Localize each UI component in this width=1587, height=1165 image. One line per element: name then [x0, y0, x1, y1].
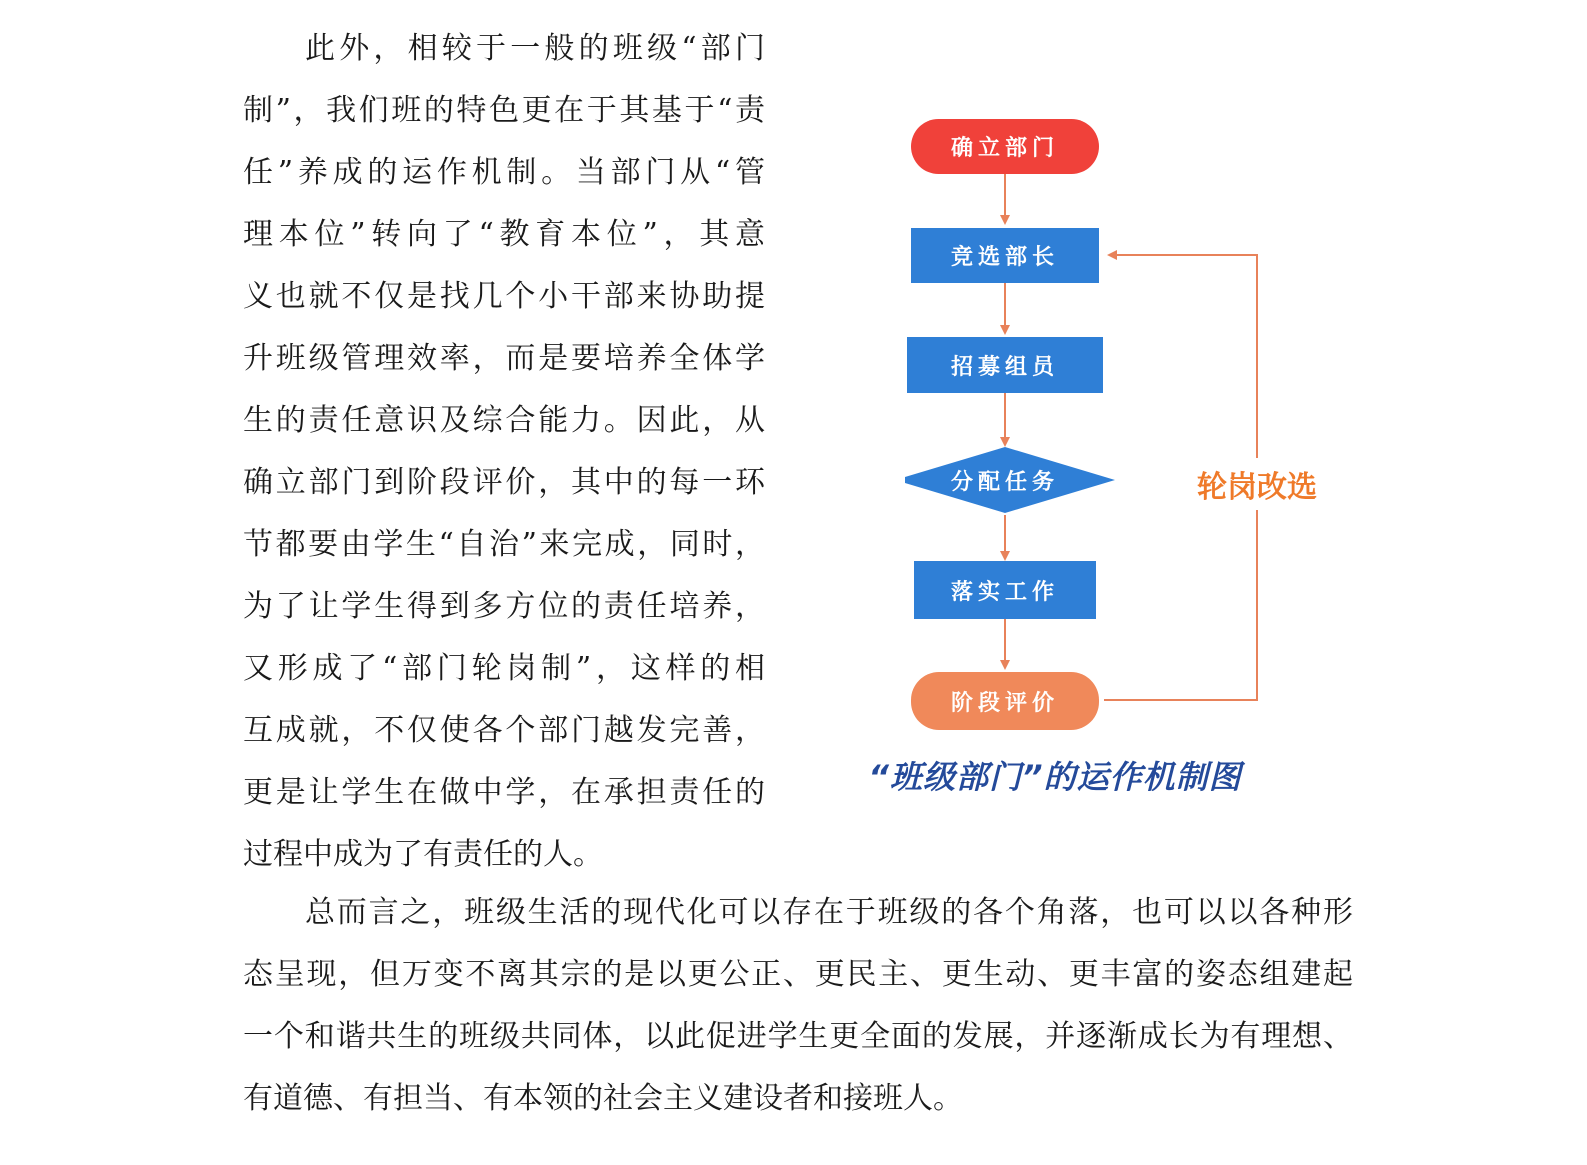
- flowchart: [905, 115, 1375, 735]
- step-implement-work: 落实工作: [914, 561, 1096, 619]
- text-line: 理本位”转向了“教育本位”，其意: [243, 217, 765, 252]
- step-recruit-members: 招募组员: [907, 337, 1103, 393]
- paragraph-2: [243, 882, 1353, 1130]
- text-line: 确立部门到阶段评价，其中的每一环: [243, 465, 765, 500]
- text-line: 态呈现，但万变不离其宗的是以更公正、更民主、更生动、更丰富的姿态组建起: [243, 957, 1353, 992]
- text-line: 为了让学生得到多方位的责任培养，: [243, 589, 765, 624]
- text-line: 有道德、有担当、有本领的社会主义建设者和接班人。: [243, 1081, 963, 1116]
- text-line: 节都要由学生“自治”来完成，同时，: [243, 527, 765, 562]
- text-line: 又形成了“部门轮岗制”，这样的相: [243, 651, 765, 686]
- text-line: 过程中成为了有责任的人。: [243, 837, 603, 872]
- paragraph-1: [243, 18, 765, 886]
- flowchart-connectors: [905, 115, 1375, 735]
- text-line: 互成就，不仅使各个部门越发完善，: [243, 713, 765, 748]
- figure-caption: “班级部门”的运作机制图: [868, 758, 1242, 796]
- text-line: 总而言之，班级生活的现代化可以存在于班级的各个角落，也可以以各种形: [305, 895, 1353, 930]
- text-line: 生的责任意识及综合能力。因此，从: [243, 403, 765, 438]
- step-stage-evaluation: 阶段评价: [911, 672, 1099, 730]
- text-line: 任”养成的运作机制。当部门从“管: [243, 155, 765, 190]
- step-assign-tasks: 分配任务: [950, 469, 1059, 495]
- step-establish-department: 确立部门: [911, 119, 1099, 174]
- text-line: 更是让学生在做中学，在承担责任的: [243, 775, 765, 810]
- text-line: 制”，我们班的特色更在于其基于“责: [243, 93, 765, 128]
- text-line: 此外，相较于一般的班级“部门: [305, 31, 765, 66]
- loop-label: 轮岗改选: [1195, 458, 1319, 510]
- text-line: 升班级管理效率，而是要培养全体学: [243, 341, 765, 376]
- text-line: 一个和谐共生的班级共同体，以此促进学生更全面的发展，并逐渐成长为有理想、: [243, 1019, 1353, 1054]
- step-elect-minister: 竞选部长: [911, 228, 1099, 283]
- text-line: 义也就不仅是找几个小干部来协助提: [243, 279, 765, 314]
